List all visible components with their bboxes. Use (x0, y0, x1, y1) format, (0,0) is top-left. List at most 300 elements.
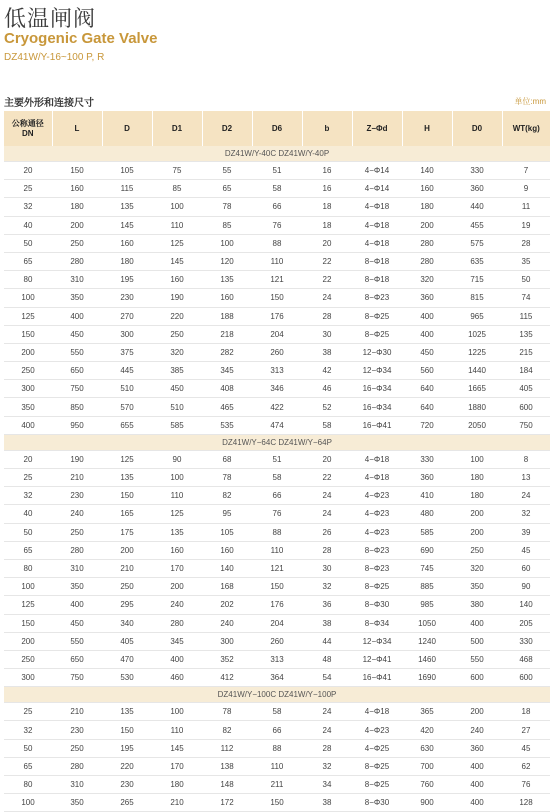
table-cell: 50 (4, 234, 52, 252)
table-cell: 720 (402, 416, 452, 434)
table-cell: 350 (52, 289, 102, 307)
table-cell: 750 (502, 416, 550, 434)
table-row (4, 325, 550, 343)
table-cell: 280 (402, 252, 452, 270)
table-cell: 1050 (402, 614, 452, 632)
table-cell: 20 (302, 450, 352, 468)
table-cell: 150 (252, 289, 302, 307)
table-row (4, 739, 550, 757)
model-group-title: DZ41W/Y−100C DZ41W/Y−100P (4, 687, 550, 703)
table-cell: 80 (4, 271, 52, 289)
table-cell: 66 (252, 721, 302, 739)
table-cell: 300 (4, 380, 52, 398)
table-cell: 22 (302, 252, 352, 270)
table-cell: 50 (4, 523, 52, 541)
table-cell: 170 (152, 559, 202, 577)
column-header: D1 (152, 111, 202, 146)
table-cell: 88 (252, 234, 302, 252)
table-cell: 1025 (452, 325, 502, 343)
table-cell: 138 (202, 757, 252, 775)
table-cell: 230 (52, 721, 102, 739)
table-row (4, 632, 550, 650)
table-cell: 58 (252, 180, 302, 198)
table-cell: 180 (452, 469, 502, 487)
table-cell: 400 (52, 307, 102, 325)
table-cell: 90 (152, 450, 202, 468)
table-cell: 1665 (452, 380, 502, 398)
table-cell: 150 (52, 162, 102, 180)
table-cell: 313 (252, 650, 302, 668)
table-cell: 408 (202, 380, 252, 398)
table-cell: 4−Φ23 (352, 721, 402, 739)
table-cell: 165 (102, 505, 152, 523)
table-cell: 1225 (452, 343, 502, 361)
table-cell: 18 (302, 198, 352, 216)
table-cell: 65 (4, 252, 52, 270)
table-cell: 160 (402, 180, 452, 198)
table-row (4, 398, 550, 416)
table-cell: 550 (452, 650, 502, 668)
table-cell: 4−Φ25 (352, 739, 402, 757)
table-cell: 8−Φ30 (352, 794, 402, 812)
table-row (4, 289, 550, 307)
table-cell: 450 (52, 614, 102, 632)
table-cell: 30 (302, 325, 352, 343)
table-cell: 210 (52, 469, 102, 487)
table-cell: 400 (402, 325, 452, 343)
table-cell: 350 (4, 398, 52, 416)
table-cell: 24 (502, 487, 550, 505)
table-cell: 560 (402, 362, 452, 380)
table-cell: 105 (202, 523, 252, 541)
table-cell: 8−Φ25 (352, 776, 402, 794)
table-cell: 85 (152, 180, 202, 198)
table-cell: 55 (202, 162, 252, 180)
table-cell: 35 (502, 252, 550, 270)
table-cell: 88 (252, 739, 302, 757)
table-cell: 120 (202, 252, 252, 270)
table-row (4, 416, 550, 434)
table-cell: 440 (452, 198, 502, 216)
table-cell: 26 (302, 523, 352, 541)
table-cell: 58 (252, 469, 302, 487)
table-cell: 655 (102, 416, 152, 434)
table-cell: 160 (202, 541, 252, 559)
table-cell: 38 (302, 614, 352, 632)
table-cell: 400 (52, 596, 102, 614)
table-cell: 150 (252, 794, 302, 812)
table-cell: 195 (102, 739, 152, 757)
table-cell: 8−Φ30 (352, 596, 402, 614)
table-cell: 474 (252, 416, 302, 434)
table-cell: 115 (502, 307, 550, 325)
table-cell: 250 (52, 523, 102, 541)
table-cell: 20 (4, 450, 52, 468)
table-cell: 400 (452, 757, 502, 775)
table-cell: 885 (402, 578, 452, 596)
table-cell: 200 (4, 632, 52, 650)
table-cell: 400 (152, 650, 202, 668)
table-cell: 575 (452, 234, 502, 252)
table-cell: 280 (52, 757, 102, 775)
table-cell: 105 (102, 162, 152, 180)
table-cell: 66 (252, 487, 302, 505)
table-cell: 160 (52, 180, 102, 198)
table-cell: 74 (502, 289, 550, 307)
table-cell: 32 (4, 721, 52, 739)
table-cell: 8−Φ18 (352, 271, 402, 289)
model-group-title: DZ41W/Y-40C DZ41W/Y-40P (4, 146, 550, 162)
table-cell: 39 (502, 523, 550, 541)
table-cell: 8−Φ23 (352, 289, 402, 307)
table-row (4, 180, 550, 198)
table-cell: 280 (402, 234, 452, 252)
table-cell: 1240 (402, 632, 452, 650)
table-cell: 27 (502, 721, 550, 739)
table-cell: 211 (252, 776, 302, 794)
table-cell: 190 (152, 289, 202, 307)
table-cell: 8−Φ23 (352, 559, 402, 577)
table-cell: 480 (402, 505, 452, 523)
table-cell: 30 (302, 559, 352, 577)
table-row (4, 669, 550, 687)
table-cell: 460 (152, 669, 202, 687)
table-cell: 4−Φ14 (352, 162, 402, 180)
table-row (4, 216, 550, 234)
table-cell: 135 (202, 271, 252, 289)
table-cell: 175 (102, 523, 152, 541)
table-cell: 20 (4, 162, 52, 180)
table-cell: 422 (252, 398, 302, 416)
table-cell: 82 (202, 721, 252, 739)
table-cell: 38 (302, 794, 352, 812)
table-row (4, 650, 550, 668)
table-cell: 295 (102, 596, 152, 614)
table-cell: 1880 (452, 398, 502, 416)
title-en: Cryogenic Gate Valve (4, 30, 158, 47)
table-cell: 110 (252, 541, 302, 559)
table-cell: 110 (152, 216, 202, 234)
table-cell: 9 (502, 180, 550, 198)
table-cell: 90 (502, 578, 550, 596)
table-cell: 85 (202, 216, 252, 234)
table-cell: 48 (302, 650, 352, 668)
table-cell: 76 (502, 776, 550, 794)
table-cell: 320 (402, 271, 452, 289)
table-cell: 95 (202, 505, 252, 523)
table-cell: 160 (202, 289, 252, 307)
table-cell: 210 (102, 559, 152, 577)
table-cell: 65 (202, 180, 252, 198)
table-cell: 24 (302, 703, 352, 721)
table-cell: 745 (402, 559, 452, 577)
table-cell: 110 (152, 487, 202, 505)
table-cell: 346 (252, 380, 302, 398)
table-cell: 16 (302, 162, 352, 180)
table-cell: 550 (52, 343, 102, 361)
table-cell: 16−Φ41 (352, 416, 402, 434)
table-cell: 150 (4, 325, 52, 343)
table-cell: 965 (452, 307, 502, 325)
table-cell: 4−Φ18 (352, 198, 402, 216)
table-cell: 145 (152, 252, 202, 270)
table-row (4, 703, 550, 721)
column-header: D2 (202, 111, 252, 146)
table-cell: 25 (4, 180, 52, 198)
table-cell: 815 (452, 289, 502, 307)
table-cell: 200 (152, 578, 202, 596)
column-header: Z−Φd (352, 111, 402, 146)
table-cell: 180 (402, 198, 452, 216)
table-cell: 450 (52, 325, 102, 343)
table-cell: 585 (402, 523, 452, 541)
table-row (4, 450, 550, 468)
table-row (4, 198, 550, 216)
table-cell: 180 (52, 198, 102, 216)
table-cell: 465 (202, 398, 252, 416)
table-cell: 220 (152, 307, 202, 325)
table-cell: 25 (4, 703, 52, 721)
table-cell: 635 (452, 252, 502, 270)
table-cell: 210 (152, 794, 202, 812)
table-cell: 28 (502, 234, 550, 252)
table-row (4, 523, 550, 541)
table-cell: 364 (252, 669, 302, 687)
table-cell: 32 (302, 757, 352, 775)
table-cell: 690 (402, 541, 452, 559)
table-cell: 300 (202, 632, 252, 650)
table-row (4, 362, 550, 380)
table-cell: 220 (102, 757, 152, 775)
table-cell: 240 (52, 505, 102, 523)
table-cell: 4−Φ23 (352, 523, 402, 541)
table-cell: 900 (402, 794, 452, 812)
table-cell: 4−Φ18 (352, 703, 402, 721)
table-cell: 172 (202, 794, 252, 812)
table-cell: 8−Φ25 (352, 578, 402, 596)
table-cell: 4−Φ23 (352, 487, 402, 505)
table-cell: 760 (402, 776, 452, 794)
table-cell: 640 (402, 398, 452, 416)
table-cell: 184 (502, 362, 550, 380)
table-cell: 550 (52, 632, 102, 650)
column-header: D6 (252, 111, 302, 146)
dimension-table (4, 111, 550, 812)
table-cell: 125 (4, 307, 52, 325)
table-cell: 25 (4, 469, 52, 487)
table-cell: 240 (452, 721, 502, 739)
table-cell: 28 (302, 739, 352, 757)
table-cell: 250 (452, 541, 502, 559)
table-cell: 12−Φ30 (352, 343, 402, 361)
table-cell: 18 (302, 216, 352, 234)
table-cell: 4−Φ18 (352, 469, 402, 487)
table-cell: 100 (4, 289, 52, 307)
table-cell: 110 (252, 757, 302, 775)
table-cell: 32 (4, 487, 52, 505)
table-cell: 4−Φ23 (352, 505, 402, 523)
table-cell: 650 (52, 362, 102, 380)
table-cell: 51 (252, 162, 302, 180)
table-cell: 300 (102, 325, 152, 343)
table-cell: 330 (502, 632, 550, 650)
table-cell: 54 (302, 669, 352, 687)
table-cell: 210 (52, 703, 102, 721)
table-cell: 260 (252, 632, 302, 650)
table-cell: 265 (102, 794, 152, 812)
table-row (4, 252, 550, 270)
table-cell: 160 (152, 271, 202, 289)
table-cell: 280 (152, 614, 202, 632)
table-cell: 530 (102, 669, 152, 687)
table-cell: 200 (452, 703, 502, 721)
model-group-title: DZ41W/Y−64C DZ41W/Y−64P (4, 434, 550, 450)
table-cell: 75 (152, 162, 202, 180)
table-cell: 135 (102, 469, 152, 487)
table-cell: 100 (4, 794, 52, 812)
table-cell: 700 (402, 757, 452, 775)
table-cell: 135 (102, 198, 152, 216)
table-cell: 200 (52, 216, 102, 234)
table-cell: 100 (202, 234, 252, 252)
table-cell: 8−Φ34 (352, 614, 402, 632)
table-cell: 360 (402, 289, 452, 307)
table-cell: 340 (102, 614, 152, 632)
table-cell: 180 (152, 776, 202, 794)
table-cell: 76 (252, 216, 302, 234)
table-row (4, 234, 550, 252)
table-cell: 4−Φ18 (352, 450, 402, 468)
table-cell: 28 (302, 541, 352, 559)
table-cell: 145 (102, 216, 152, 234)
table-cell: 600 (452, 669, 502, 687)
table-row (4, 271, 550, 289)
table-cell: 250 (152, 325, 202, 343)
table-cell: 58 (302, 416, 352, 434)
table-row (4, 541, 550, 559)
column-header: D0 (452, 111, 502, 146)
table-cell: 11 (502, 198, 550, 216)
table-cell: 600 (502, 669, 550, 687)
table-cell: 18 (502, 703, 550, 721)
table-cell: 310 (52, 559, 102, 577)
table-row (4, 578, 550, 596)
table-cell: 250 (102, 578, 152, 596)
table-cell: 100 (4, 578, 52, 596)
unit-label: 单位:mm (514, 97, 546, 106)
table-cell: 150 (252, 578, 302, 596)
table-cell: 50 (4, 739, 52, 757)
table-cell: 112 (202, 739, 252, 757)
table-cell: 68 (202, 450, 252, 468)
table-cell: 100 (152, 469, 202, 487)
column-header: L (52, 111, 102, 146)
model-group-row (4, 434, 550, 450)
table-cell: 8−Φ18 (352, 252, 402, 270)
table-cell: 78 (202, 198, 252, 216)
column-header: 公称通径 DN (4, 111, 52, 146)
table-row (4, 776, 550, 794)
table-cell: 204 (252, 325, 302, 343)
table-cell: 510 (152, 398, 202, 416)
table-cell: 365 (402, 703, 452, 721)
table-cell: 78 (202, 469, 252, 487)
table-cell: 148 (202, 776, 252, 794)
table-cell: 350 (52, 578, 102, 596)
table-row (4, 505, 550, 523)
table-cell: 218 (202, 325, 252, 343)
table-cell: 195 (102, 271, 152, 289)
table-cell: 160 (152, 541, 202, 559)
table-cell: 400 (4, 416, 52, 434)
table-cell: 360 (402, 469, 452, 487)
table-cell: 32 (302, 578, 352, 596)
table-cell: 125 (152, 505, 202, 523)
table-cell: 230 (102, 776, 152, 794)
table-cell: 32 (502, 505, 550, 523)
table-cell: 8−Φ25 (352, 757, 402, 775)
model-group-row (4, 146, 550, 162)
table-cell: 24 (302, 487, 352, 505)
table-cell: 640 (402, 380, 452, 398)
table-cell: 650 (52, 650, 102, 668)
model-group-row (4, 687, 550, 703)
column-header: b (302, 111, 352, 146)
table-cell: 535 (202, 416, 252, 434)
table-cell: 12−Φ34 (352, 362, 402, 380)
table-cell: 32 (4, 198, 52, 216)
table-cell: 250 (52, 739, 102, 757)
table-row (4, 596, 550, 614)
table-row (4, 343, 550, 361)
table-cell: 50 (502, 271, 550, 289)
table-cell: 150 (102, 721, 152, 739)
table-cell: 313 (252, 362, 302, 380)
table-cell: 400 (452, 614, 502, 632)
table-cell: 45 (502, 541, 550, 559)
table-cell: 4−Φ18 (352, 234, 402, 252)
table-cell: 110 (152, 721, 202, 739)
table-cell: 145 (152, 739, 202, 757)
table-cell: 450 (402, 343, 452, 361)
table-cell: 34 (302, 776, 352, 794)
table-cell: 715 (452, 271, 502, 289)
table-cell: 180 (452, 487, 502, 505)
table-cell: 170 (152, 757, 202, 775)
table-cell: 200 (452, 523, 502, 541)
table-cell: 1440 (452, 362, 502, 380)
table-row (4, 614, 550, 632)
table-cell: 985 (402, 596, 452, 614)
table-cell: 22 (302, 469, 352, 487)
table-cell: 100 (452, 450, 502, 468)
table-cell: 300 (4, 669, 52, 687)
table-cell: 135 (502, 325, 550, 343)
table-cell: 280 (52, 541, 102, 559)
table-cell: 176 (252, 307, 302, 325)
model-number: DZ41W/Y-16~100 P, R (4, 52, 105, 63)
table-row (4, 721, 550, 739)
table-cell: 80 (4, 559, 52, 577)
table-cell: 420 (402, 721, 452, 739)
table-cell: 352 (202, 650, 252, 668)
table-cell: 4−Φ18 (352, 216, 402, 234)
table-cell: 204 (252, 614, 302, 632)
section-title: 主要外形和连接尺寸 (4, 98, 94, 109)
table-cell: 310 (52, 776, 102, 794)
table-cell: 180 (102, 252, 152, 270)
table-cell: 280 (52, 252, 102, 270)
